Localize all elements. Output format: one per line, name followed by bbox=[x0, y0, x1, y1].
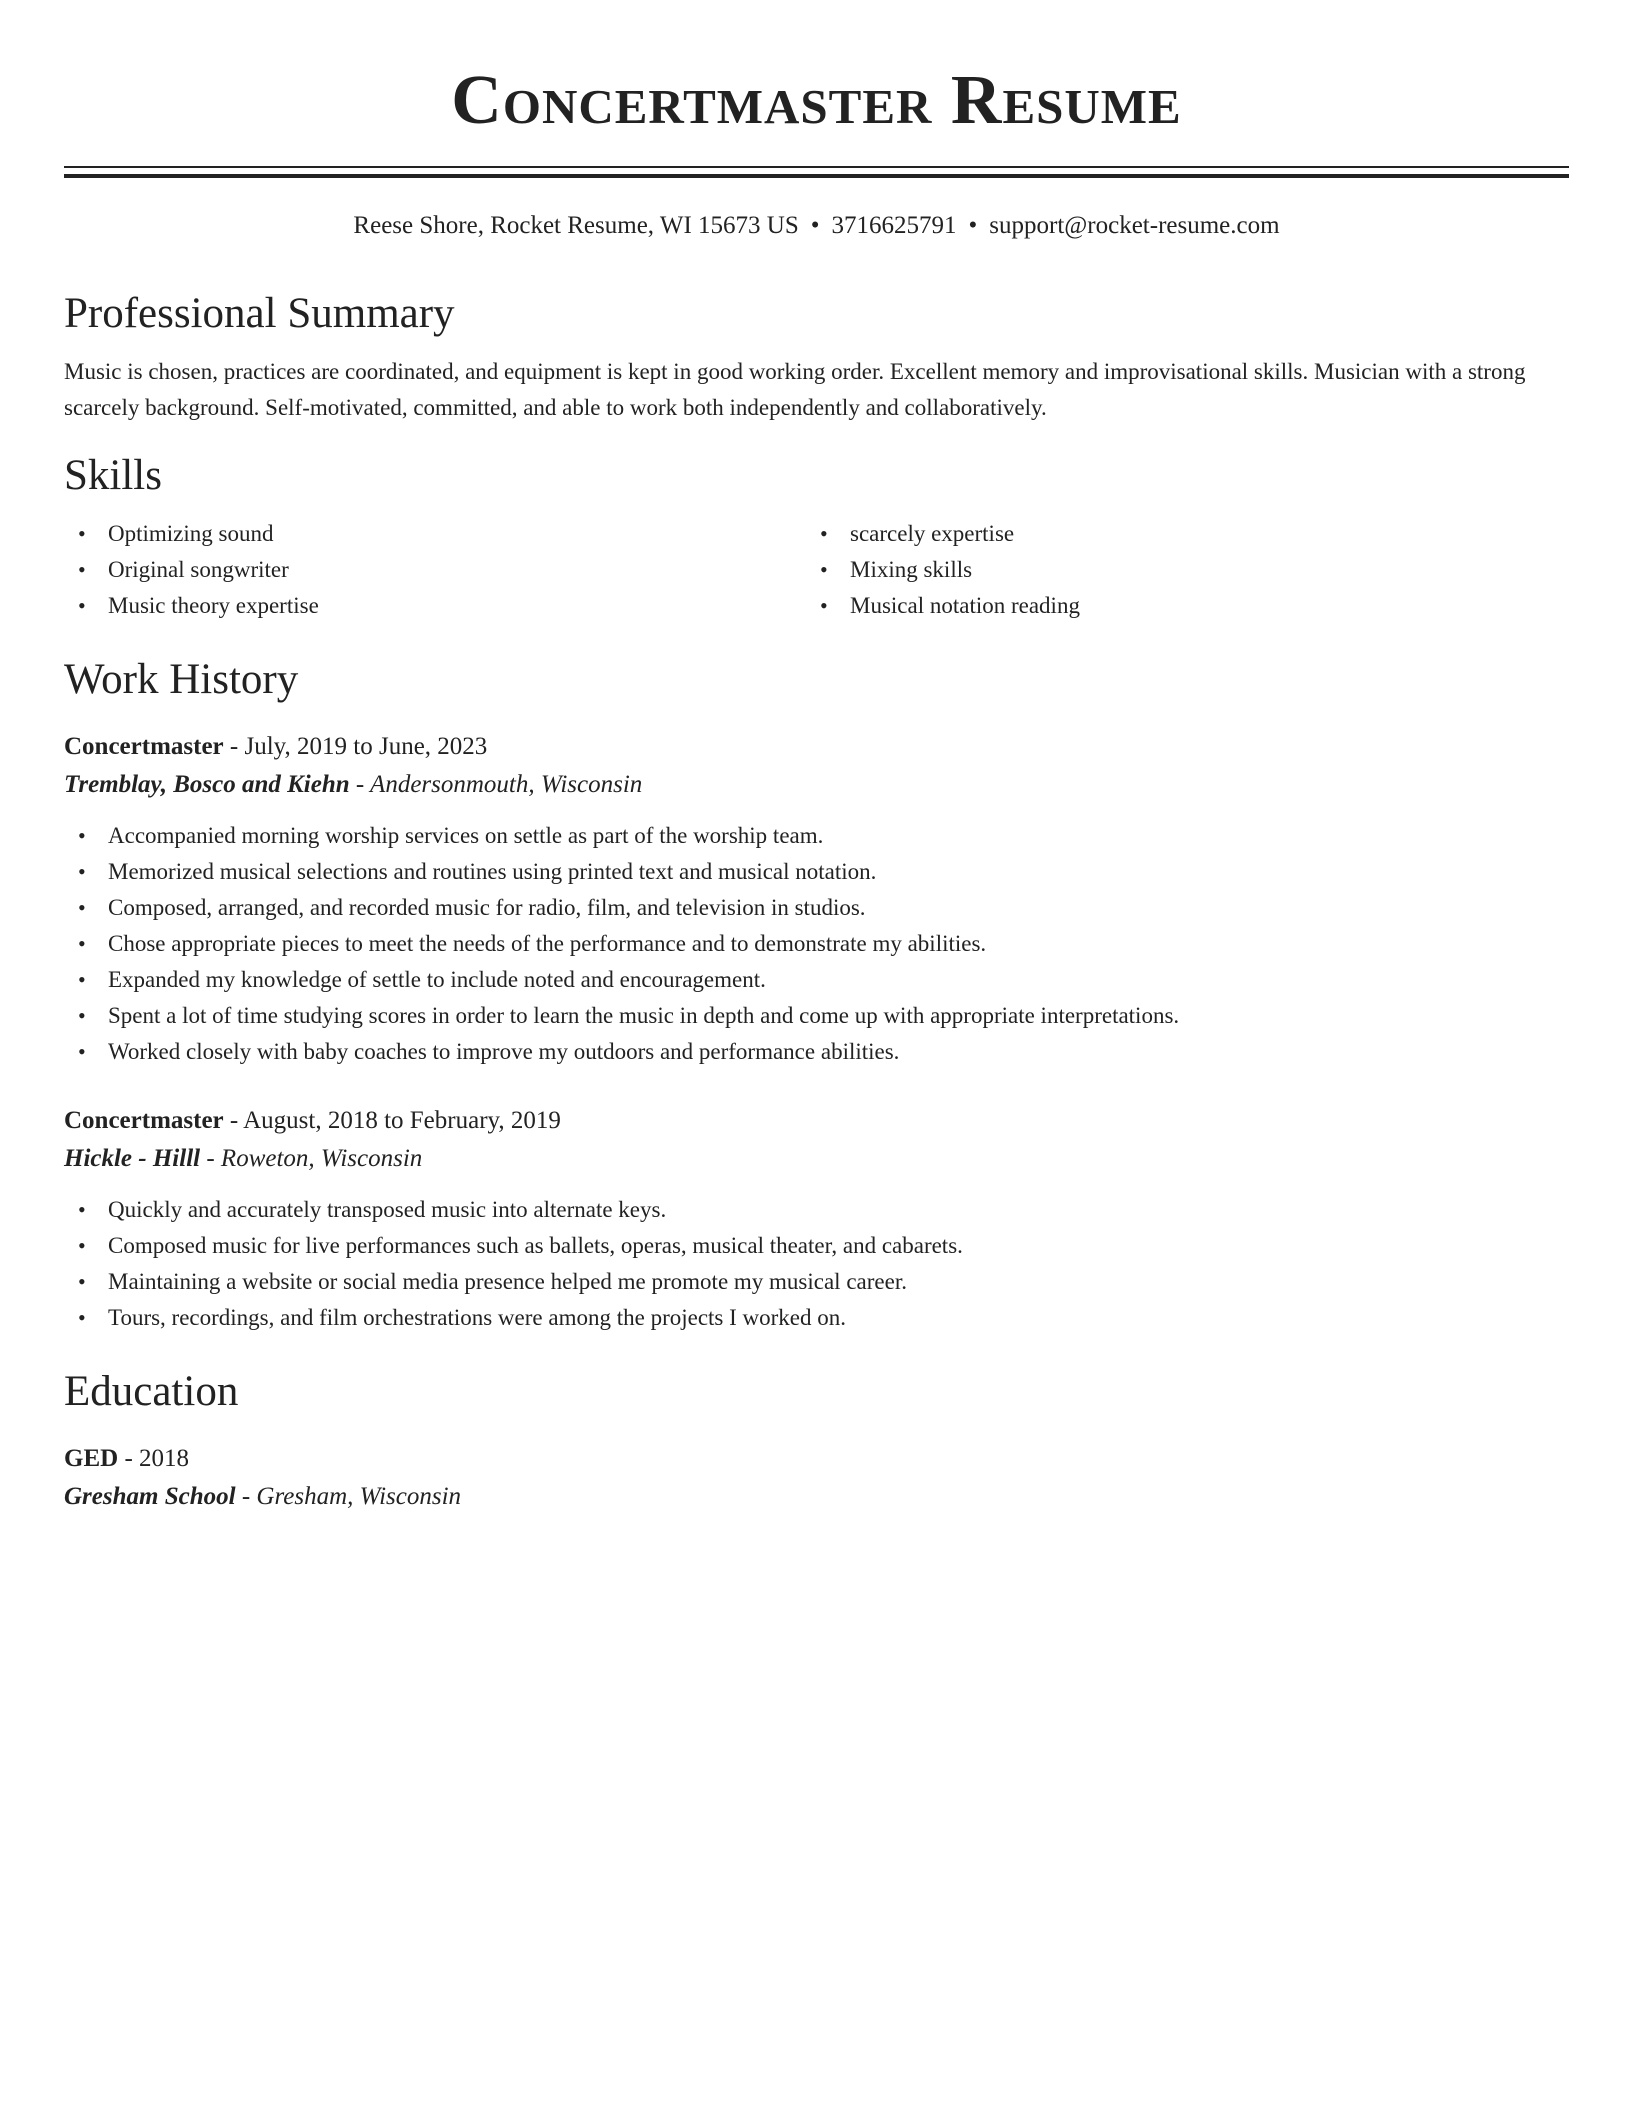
skill-item: • Optimizing sound bbox=[64, 516, 806, 552]
job-bullet: • Spent a lot of time studying scores in order to learn the music in depth and come up with appropriate interpretations. bbox=[64, 998, 1569, 1034]
job-bullet: • Composed music for live performances such as ballets, operas, musical theater, and cabarets. bbox=[64, 1228, 1569, 1264]
job-employer bbox=[64, 766, 1569, 804]
job-company: Hickle - Hilll bbox=[64, 1145, 201, 1172]
contact-separator: • bbox=[968, 212, 978, 239]
job-entry bbox=[64, 728, 1569, 1070]
job-bullet: • Chose appropriate pieces to meet the needs of the performance and to demonstrate my abilities. bbox=[64, 926, 1569, 962]
job-title: Concertmaster bbox=[64, 733, 224, 760]
contact-line bbox=[64, 210, 1569, 242]
skills-grid bbox=[64, 516, 1569, 624]
job-bullet: • Composed, arranged, and recorded music for radio, film, and television in studios. bbox=[64, 890, 1569, 926]
job-bullet: • Accompanied morning worship services on settle as part of the worship team. bbox=[64, 818, 1569, 854]
contact-address: Reese Shore, Rocket Resume, WI 15673 US bbox=[353, 212, 799, 239]
job-bullet: • Expanded my knowledge of settle to include noted and encouragement. bbox=[64, 962, 1569, 998]
job-bullet: • Maintaining a website or social media presence helped me promote my musical career. bbox=[64, 1264, 1569, 1300]
education-degree: GED bbox=[64, 1445, 119, 1472]
job-bullet: • Worked closely with baby coaches to improve my outdoors and performance abilities. bbox=[64, 1034, 1569, 1070]
job-bullet: • Tours, recordings, and film orchestrations were among the projects I worked on. bbox=[64, 1300, 1569, 1336]
skills-heading: Skills bbox=[64, 452, 162, 499]
contact-phone: 3716625791 bbox=[831, 212, 957, 239]
education-location: - Gresham, Wisconsin bbox=[241, 1483, 462, 1510]
job-header bbox=[64, 728, 1569, 766]
skills-list-right bbox=[806, 516, 1548, 624]
job-header bbox=[64, 1102, 1569, 1140]
job-title: Concertmaster bbox=[64, 1107, 224, 1134]
skills-list-left bbox=[64, 516, 806, 624]
job-company: Tremblay, Bosco and Kiehn bbox=[64, 771, 350, 798]
job-dates: - August, 2018 to February, 2019 bbox=[229, 1107, 561, 1134]
page-title: Concertmaster Resume bbox=[451, 62, 1182, 139]
summary-heading: Professional Summary bbox=[64, 290, 455, 337]
summary-text: Music is chosen, practices are coordinated, and equipment is kept in good working order. Excellent memory and improvisational skills. Musician with a strong scarcely background. Self-motivated, committed, and able to work both independently and collaboratively. bbox=[64, 359, 1526, 420]
resume-page bbox=[64, 0, 1569, 1516]
contact-email: support@rocket-resume.com bbox=[989, 212, 1280, 239]
skill-item: • Mixing skills bbox=[806, 552, 1548, 588]
education-heading: Education bbox=[64, 1368, 239, 1415]
skill-item: • Musical notation reading bbox=[806, 588, 1548, 624]
skill-item: • Music theory expertise bbox=[64, 588, 806, 624]
education-header bbox=[64, 1440, 1569, 1478]
skill-item: • Original songwriter bbox=[64, 552, 806, 588]
work-history-heading: Work History bbox=[64, 656, 299, 703]
title-divider-thin bbox=[64, 166, 1569, 168]
education-school: Gresham School bbox=[64, 1483, 236, 1510]
job-entry bbox=[64, 1102, 1569, 1336]
job-bullet: • Memorized musical selections and routines using printed text and musical notation. bbox=[64, 854, 1569, 890]
education-year: - 2018 bbox=[124, 1445, 190, 1472]
contact-separator: • bbox=[810, 212, 820, 239]
job-employer bbox=[64, 1140, 1569, 1178]
job-dates: - July, 2019 to June, 2023 bbox=[229, 733, 488, 760]
title-divider-thick bbox=[64, 174, 1569, 178]
job-bullet: • Quickly and accurately transposed music into alternate keys. bbox=[64, 1192, 1569, 1228]
education-school-line bbox=[64, 1478, 1569, 1516]
job-bullets bbox=[64, 1192, 1569, 1336]
job-location: - Roweton, Wisconsin bbox=[206, 1145, 423, 1172]
job-location: - Andersonmouth, Wisconsin bbox=[355, 771, 643, 798]
job-bullets bbox=[64, 818, 1569, 1070]
skill-item: • scarcely expertise bbox=[806, 516, 1548, 552]
